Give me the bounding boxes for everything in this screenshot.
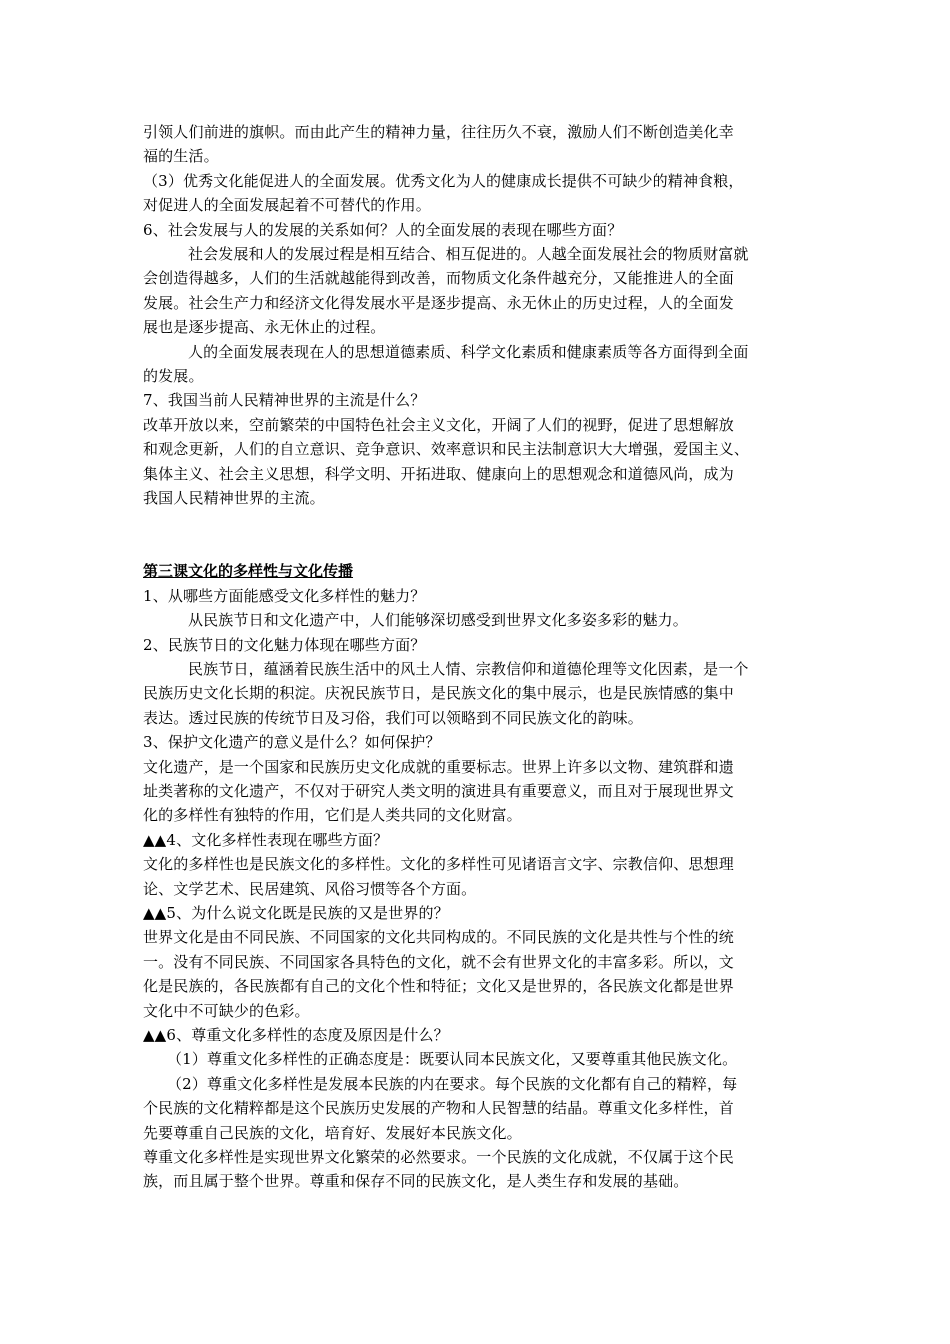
question-line: ▲▲4、文化多样性表现在哪些方面？ [143, 830, 389, 849]
question-line: ▲▲6、尊重文化多样性的态度及原因是什么？ [143, 1026, 449, 1045]
paragraph-line: 先要尊重自己民族的文化，培育好、发展好本民族文化。 [143, 1123, 522, 1142]
paragraph-line: 发展。社会生产力和经济文化得发展水平是逐步提高、永无休止的历史过程，人的全面发 [143, 293, 734, 312]
paragraph-line: 的发展。 [143, 367, 204, 386]
paragraph-line: 化的多样性有独特的作用，它们是人类共同的文化财富。 [143, 806, 522, 825]
paragraph-line: （1）尊重文化多样性的正确态度是：既要认同本民族文化，又要尊重其他民族文化。 [167, 1050, 738, 1069]
paragraph-line: 世界文化是由不同民族、不同国家的文化共同构成的。不同民族的文化是共性与个性的统 [143, 928, 734, 947]
paragraph-line: 化是民族的，各民族都有自己的文化个性和特征；文化又是世界的，各民族文化都是世界 [143, 977, 734, 996]
paragraph-line: 民族历史文化长期的积淀。庆祝民族节日，是民族文化的集中展示，也是民族情感的集中 [143, 684, 734, 703]
paragraph-line: 集体主义、社会主义思想，科学文明、开拓进取、健康向上的思想观念和道德风尚，成为 [143, 464, 734, 483]
paragraph-line: 个民族的文化精粹都是这个民族历史发展的产物和人民智慧的结晶。尊重文化多样性，首 [143, 1099, 734, 1118]
paragraph-line: 表达。透过民族的传统节日及习俗，我们可以领略到不同民族文化的韵味。 [143, 708, 643, 727]
question-line: 2、民族节日的文化魅力体现在哪些方面？ [143, 635, 426, 654]
paragraph-line: 引领人们前进的旗帜。而由此产生的精神力量，往往历久不衰，激励人们不断创造美化幸 [143, 123, 734, 141]
paragraph-line: （2）尊重文化多样性是发展本民族的内在要求。每个民族的文化都有自己的精粹，每 [167, 1074, 738, 1093]
paragraph-line: 族，而且属于整个世界。尊重和保存不同的民族文化，是人类生存和发展的基础。 [143, 1172, 689, 1191]
question-line: 1、从哪些方面能感受文化多样性的魅力？ [143, 586, 426, 605]
section-title: 第三课文化的多样性与文化传播 [143, 562, 354, 581]
paragraph-line: 文化的多样性也是民族文化的多样性。文化的多样性可见诸语言文字、宗教信仰、思想理 [143, 855, 734, 874]
question-line: 6、社会发展与人的发展的关系如何？人的全面发展的表现在哪些方面？ [143, 220, 623, 239]
question-line: 7、我国当前人民精神世界的主流是什么？ [143, 391, 426, 410]
paragraph-line: 文化中不可缺少的色彩。 [143, 1001, 310, 1020]
paragraph-line: 对促进人的全面发展起着不可替代的作用。 [143, 196, 431, 215]
paragraph-line: 尊重文化多样性是实现世界文化繁荣的必然要求。一个民族的文化成就，不仅属于这个民 [143, 1148, 734, 1167]
paragraph-line: 民族节日，蕴涵着民族生活中的风土人情、宗教信仰和道德伦理等文化因素，是一个 [188, 659, 749, 678]
paragraph-line: 一。没有不同民族、不同国家各具特色的文化，就不会有世界文化的丰富多彩。所以，文 [143, 952, 734, 971]
question-line: ▲▲5、为什么说文化既是民族的又是世界的？ [143, 903, 449, 922]
paragraph-line: 社会发展和人的发展过程是相互结合、相互促进的。人越全面发展社会的物质财富就 [188, 245, 749, 264]
paragraph-line: 文化遗产，是一个国家和民族历史文化成就的重要标志。世界上许多以文物、建筑群和遗 [143, 757, 734, 776]
paragraph-line: 会创造得越多，人们的生活就越能得到改善，而物质文化条件越充分，又能推进人的全面 [143, 269, 734, 288]
section-gap [143, 511, 810, 560]
paragraph-line: 址类著称的文化遗产，不仅对于研究人类文明的演进具有重要意义，而且对于展现世界文 [143, 781, 734, 800]
paragraph-line: 人的全面发展表现在人的思想道德素质、科学文化素质和健康素质等各方面得到全面 [188, 342, 749, 361]
paragraph-line: 和观念更新，人们的自立意识、竞争意识、效率意识和民主法制意识大大增强，爱国主义、 [143, 440, 750, 459]
paragraph-line: 从民族节日和文化遗产中，人们能够深切感受到世界文化多姿多彩的魅力。 [188, 611, 688, 630]
paragraph-line: 我国人民精神世界的主流。 [143, 489, 325, 508]
paragraph-line: （3）优秀文化能促进人的全面发展。优秀文化为人的健康成长提供不可缺少的精神食粮， [143, 171, 744, 190]
paragraph-line: 展也是逐步提高、永无休止的过程。 [143, 318, 386, 337]
paragraph-line: 福的生活。 [143, 147, 219, 166]
paragraph-line: 改革开放以来，空前繁荣的中国特色社会主义文化，开阔了人们的视野，促进了思想解放 [143, 415, 734, 434]
paragraph-line: 论、文学艺术、民居建筑、风俗习惯等各个方面。 [143, 879, 477, 898]
question-line: 3、保护文化遗产的意义是什么？如何保护？ [143, 733, 441, 752]
